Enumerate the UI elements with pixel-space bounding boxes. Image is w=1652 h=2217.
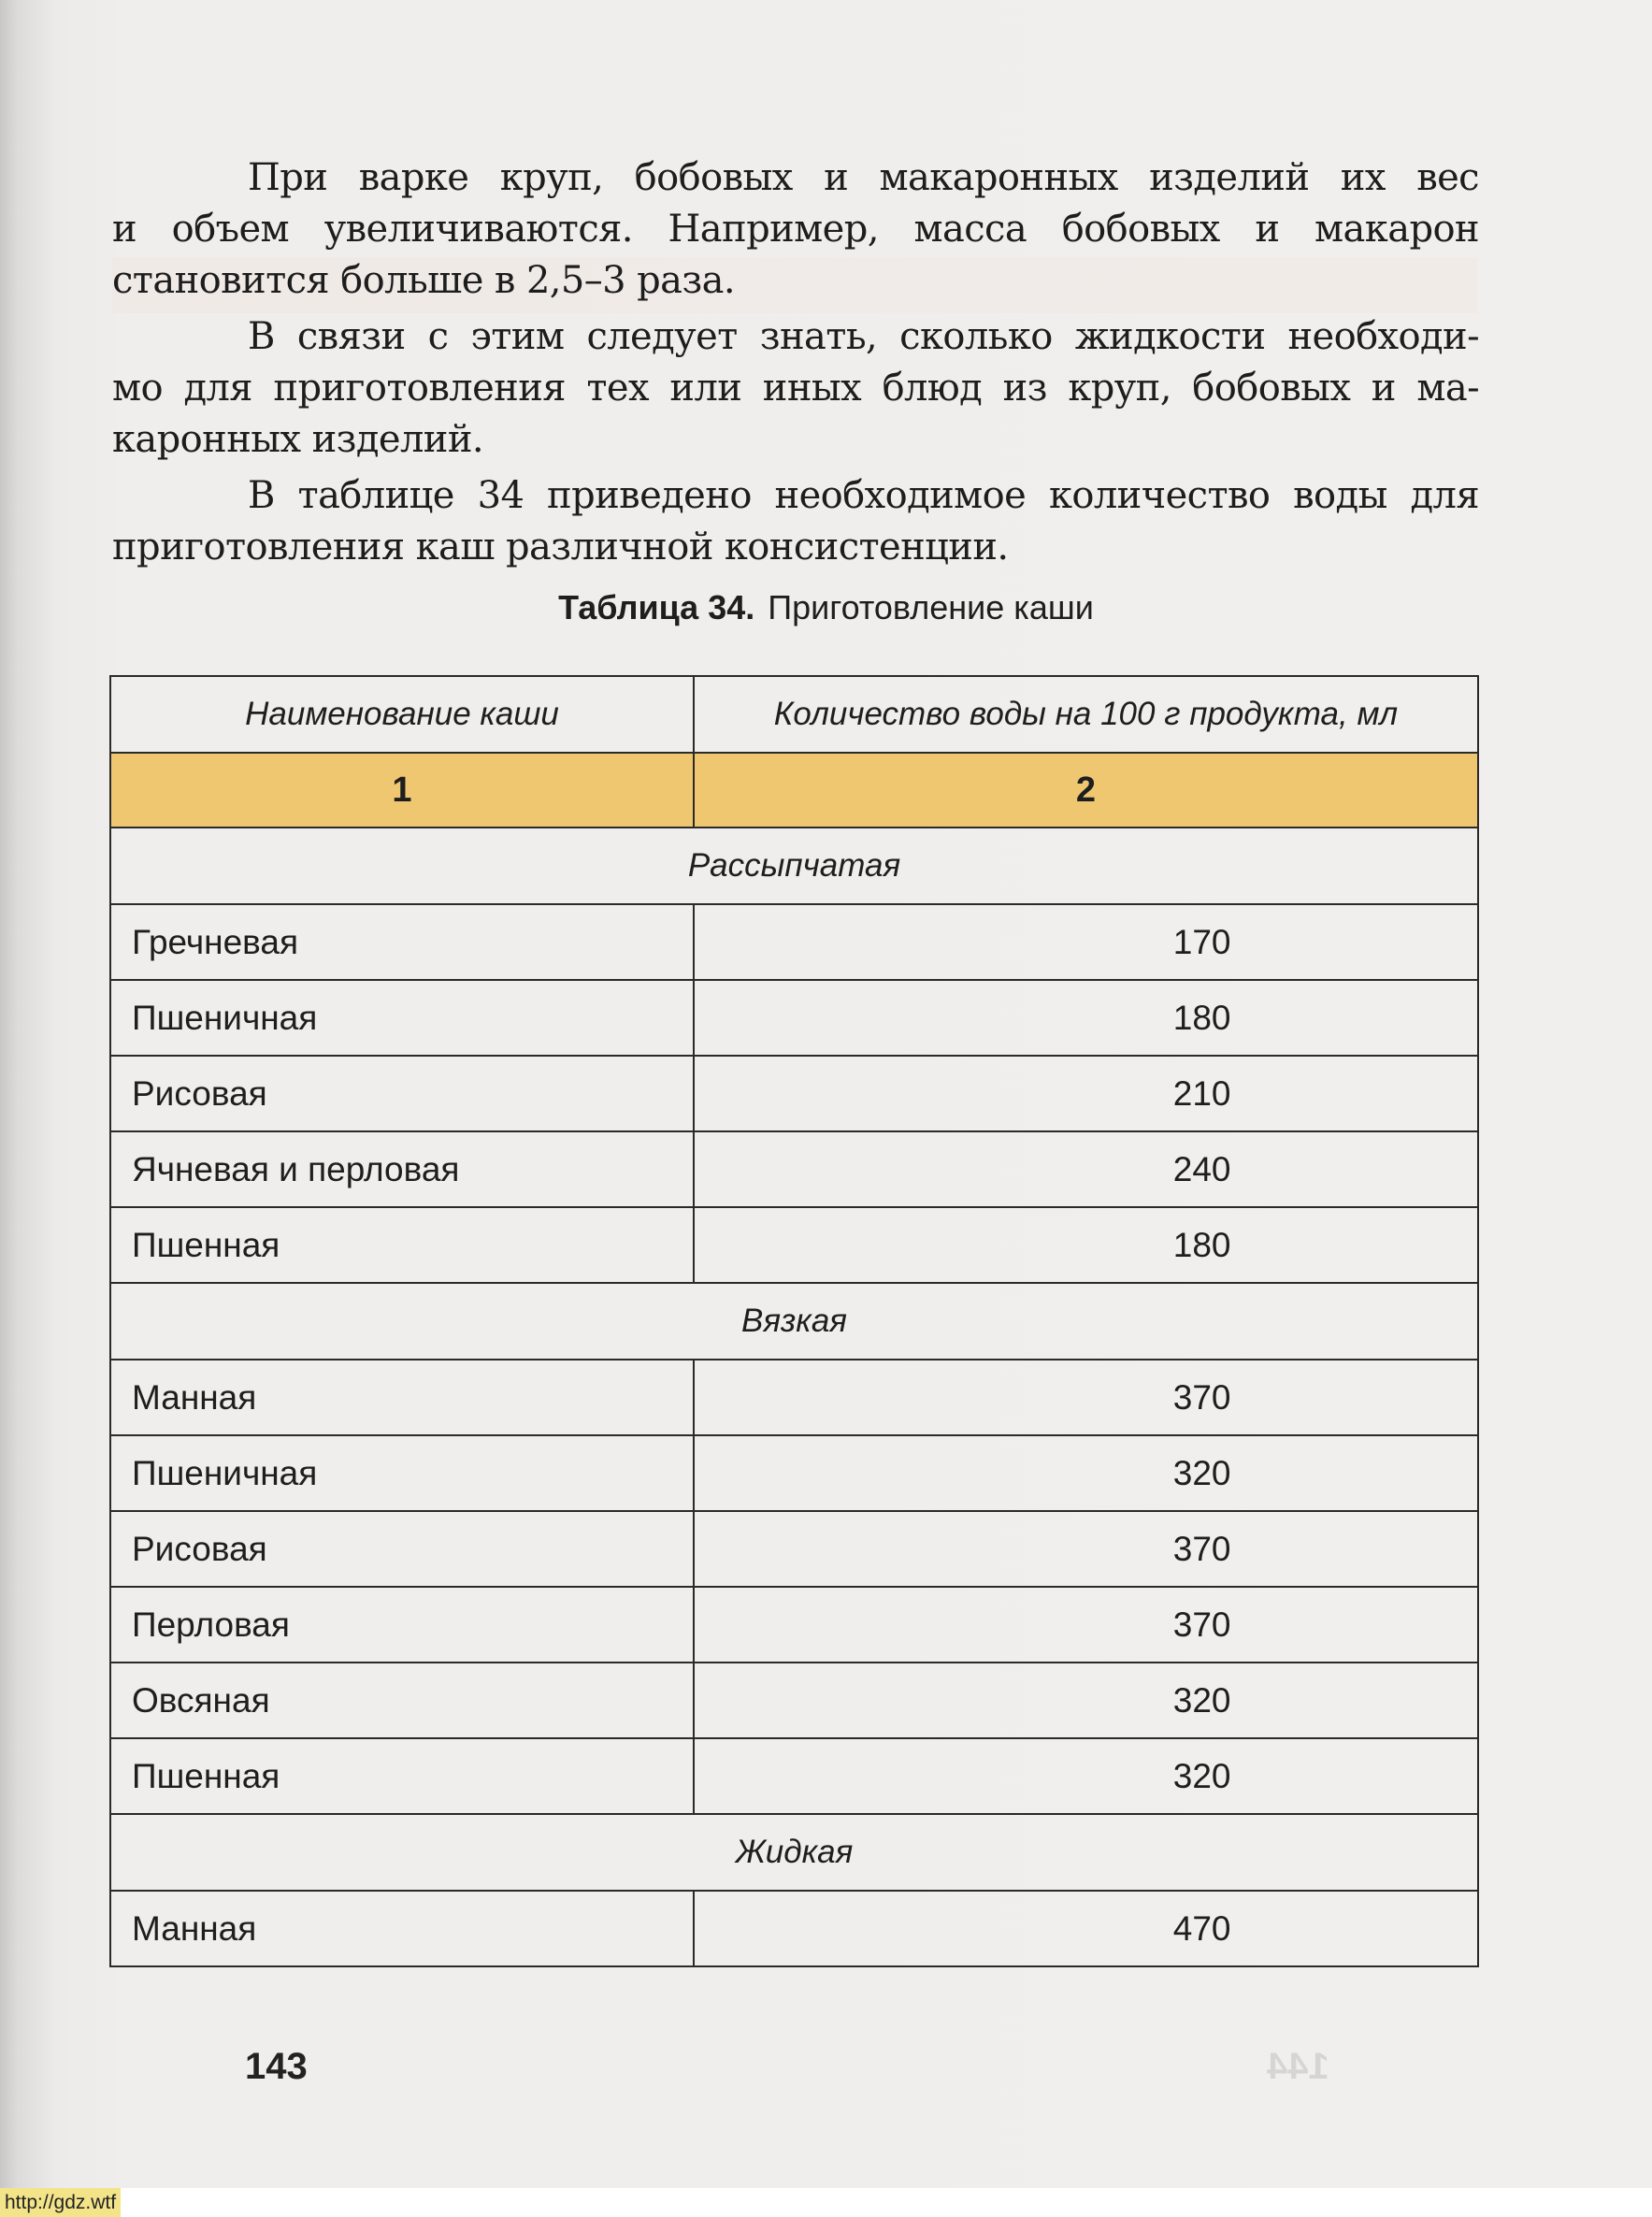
water-amount: 180 [1172,1225,1231,1264]
column-number-1: 1 [110,753,694,828]
table-header-row [110,676,1478,753]
table-caption-label: Таблица 34. [558,588,755,626]
table-row [110,1663,1478,1738]
bleed-through-page-number: 144 [1267,2046,1329,2087]
water-amount: 180 [1172,998,1231,1037]
table-row [110,1891,1478,1966]
water-amount: 370 [1172,1377,1231,1417]
porridge-name: Манная [110,1360,694,1435]
table-row [110,1131,1478,1207]
porridge-name: Рисовая [110,1056,694,1131]
paragraph-2-line-1: В связи с этим следует знать, сколько жидкости необходи- [248,315,1479,358]
table-row [110,1738,1478,1814]
table-row [110,980,1478,1056]
paragraph-3-line-2: приготовления каш различной консистенции. [112,525,1009,569]
paragraph-1-line-2: и объем увеличиваются. Например, масса бобовых и макарон [112,208,1479,251]
column-number-row [110,753,1478,828]
porridge-name: Пшенная [110,1738,694,1814]
porridge-name: Овсяная [110,1663,694,1738]
porridge-name: Рисовая [110,1511,694,1587]
group-title: Вязкая [110,1283,1478,1360]
water-amount: 240 [1172,1149,1231,1188]
group-row-liquid [110,1814,1478,1891]
porridge-name: Манная [110,1891,694,1966]
table-row [110,1360,1478,1435]
group-row-crumbly [110,828,1478,904]
table-caption [0,582,1652,634]
watermark-bar [0,2188,1652,2217]
water-amount: 320 [1172,1756,1231,1795]
watermark-link[interactable]: http://gdz.wtf [0,2188,121,2217]
header-water-amount: Количество воды на 100 г продукта, мл [694,676,1478,753]
group-title: Рассыпчатая [110,828,1478,904]
porridge-name: Гречневая [110,904,694,980]
table-row [110,1207,1478,1283]
porridge-name: Пшеничная [110,980,694,1056]
group-row-viscous [110,1283,1478,1360]
column-number-2: 2 [694,753,1478,828]
water-amount: 370 [1172,1529,1231,1568]
paragraph-2-line-3: каронных изделий. [112,418,483,461]
water-amount: 320 [1172,1453,1231,1492]
header-porridge-name: Наименование каши [110,676,694,753]
table-row [110,1511,1478,1587]
table-caption-title: Приготовление каши [768,588,1094,626]
porridge-name: Пшеничная [110,1435,694,1511]
table-row [110,1587,1478,1663]
porridge-name: Ячневая и перловая [110,1131,694,1207]
page-number: 143 [245,2046,308,2087]
water-amount: 470 [1172,1908,1231,1948]
paragraph-3-line-1: В таблице 34 приведено необходимое количество воды для [248,474,1479,517]
porridge-water-table [109,675,1479,1967]
paragraph-2-line-2: мо для приготовления тех или иных блюд из круп, бобовых и ма- [112,367,1479,410]
water-amount: 210 [1172,1073,1231,1113]
porridge-name: Пшенная [110,1207,694,1283]
table-row [110,1056,1478,1131]
water-amount: 320 [1172,1680,1231,1720]
group-title: Жидкая [110,1814,1478,1891]
paragraph-1-line-3: становится больше в 2,5–3 раза. [112,259,735,302]
water-amount: 170 [1172,922,1231,961]
paragraph-1-line-1: При варке круп, бобовых и макаронных изделий их вес [248,156,1479,199]
water-amount: 370 [1172,1605,1231,1644]
table-row [110,1435,1478,1511]
table-row [110,904,1478,980]
porridge-name: Перловая [110,1587,694,1663]
